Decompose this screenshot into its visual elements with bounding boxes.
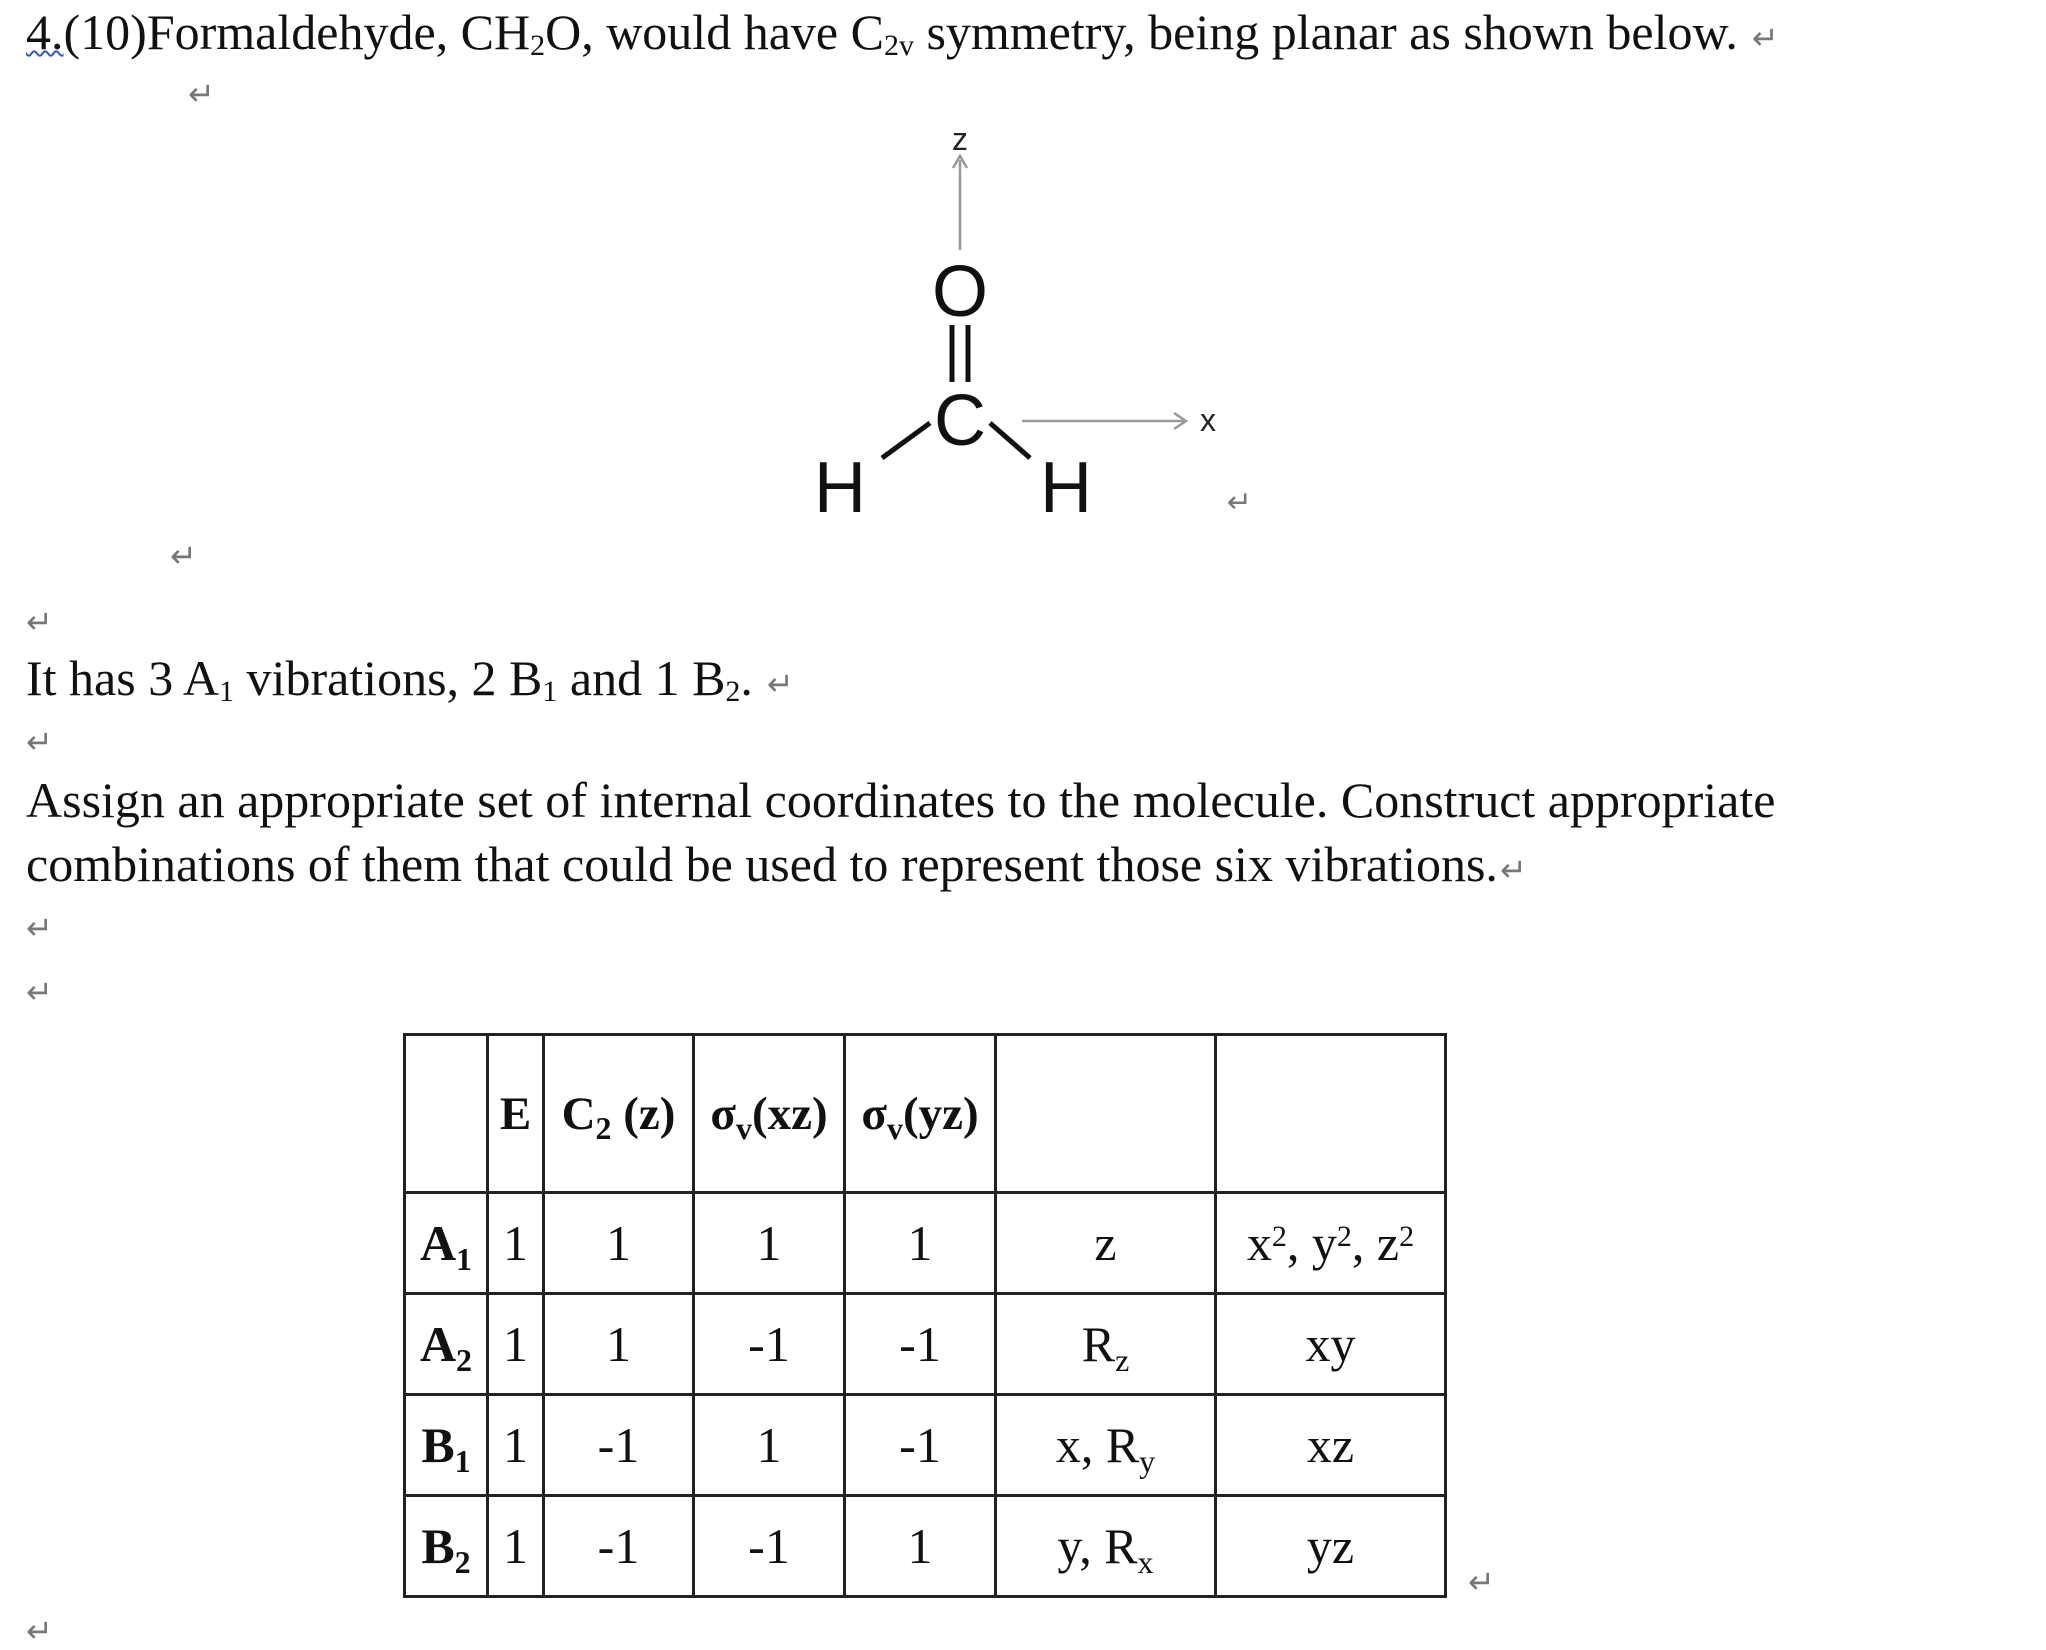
bond-c-h-left	[882, 423, 930, 458]
question-text-3: symmetry, being planar as shown below.	[913, 4, 1738, 60]
formula-subscript: 2	[530, 29, 546, 62]
character-c2	[544, 1395, 694, 1496]
header-sigma-yz-plane: (yz)	[902, 1087, 979, 1140]
character-e	[488, 1193, 544, 1294]
irrep-symbol: A	[419, 1215, 457, 1271]
character-e	[488, 1496, 544, 1597]
character-value: 1	[907, 1215, 933, 1271]
table-row	[405, 1395, 1446, 1496]
character-e	[488, 1294, 544, 1395]
question-points: (10)	[63, 4, 147, 60]
irrep-subscript: 2	[456, 1342, 473, 1378]
linear-function: x, R	[1055, 1417, 1140, 1473]
z-axis-label: z	[952, 121, 968, 157]
header-quadratic	[1216, 1035, 1446, 1193]
paragraph-mark: ↵	[26, 973, 53, 1011]
task-text-line-2: combinations of them that could be used to represent those six vibrations.	[26, 836, 1498, 892]
paragraph-mark: ↵	[170, 537, 197, 575]
irrep-symbol: B	[421, 1518, 455, 1574]
character-e	[488, 1395, 544, 1496]
irrep-subscript: 2	[454, 1544, 471, 1580]
character-value: 1	[503, 1518, 528, 1574]
character-c2	[544, 1294, 694, 1395]
paragraph-mark: ↵	[1499, 851, 1527, 889]
c2v-character-table	[403, 1033, 1447, 1598]
paragraph-mark: ↵	[766, 665, 794, 703]
irrep-subscript: 1	[454, 1443, 471, 1479]
linear-functions	[996, 1294, 1216, 1395]
vibrations-text-2: vibrations, 2 B	[234, 650, 543, 706]
point-group-subscript: 2v	[883, 29, 914, 62]
paragraph-mark: ↵	[26, 603, 53, 641]
character-value: 1	[503, 1215, 528, 1271]
linear-functions	[996, 1395, 1216, 1496]
vibrations-text: It has 3 A	[26, 650, 220, 706]
header-sigma-sub: v	[735, 1109, 752, 1146]
character-value: 1	[756, 1417, 782, 1473]
header-c2	[544, 1035, 694, 1193]
header-sigma-xz-plane: (xz)	[751, 1087, 828, 1140]
irrep-symbol: B	[421, 1417, 455, 1473]
header-sigma-yz	[845, 1035, 996, 1193]
table-row	[405, 1294, 1446, 1395]
header-sigma-symbol: σ	[861, 1087, 887, 1140]
irrep-label	[405, 1294, 488, 1395]
header-sigma-symbol: σ	[710, 1087, 736, 1140]
table-body	[405, 1193, 1446, 1597]
task-line-2	[26, 834, 1527, 900]
quadratic-functions	[1216, 1294, 1446, 1395]
irrep-subscript: 2	[725, 675, 741, 708]
linear-functions	[996, 1193, 1216, 1294]
character-c2	[544, 1193, 694, 1294]
character-sigma-xz	[694, 1193, 845, 1294]
header-identity: E	[488, 1035, 544, 1193]
quadratic-function: xz	[1306, 1417, 1355, 1473]
header-c2-axis: (z)	[611, 1087, 676, 1140]
character-value: 1	[503, 1417, 528, 1473]
linear-subscript: y	[1139, 1443, 1156, 1479]
character-value: -1	[748, 1316, 790, 1372]
linear-functions	[996, 1496, 1216, 1597]
irrep-label	[405, 1395, 488, 1496]
task-line-1	[26, 770, 1775, 830]
question-text: Formaldehyde, CH	[146, 4, 531, 60]
vibrations-text-3: and 1 B	[557, 650, 726, 706]
character-sigma-xz	[694, 1496, 845, 1597]
linear-function: y, R	[1057, 1518, 1138, 1574]
header-sigma-sub: v	[886, 1109, 903, 1146]
character-sigma-xz	[694, 1395, 845, 1496]
table-row	[405, 1193, 1446, 1294]
paragraph-mark: ↵	[1751, 19, 1779, 57]
character-value: -1	[899, 1316, 941, 1372]
carbon-atom: C	[934, 381, 986, 461]
irrep-symbol: A	[419, 1316, 457, 1372]
header-c2-symbol: C	[561, 1087, 596, 1140]
paragraph-mark: ↵	[26, 1612, 53, 1650]
irrep-subscript: 1	[219, 675, 235, 708]
header-sigma-xz	[694, 1035, 845, 1193]
quadratic-functions	[1216, 1496, 1446, 1597]
bond-c-h-right	[990, 423, 1030, 458]
character-sigma-yz	[845, 1294, 996, 1395]
x-axis-label: x	[1200, 402, 1216, 438]
hydrogen-atom-right: H	[1040, 448, 1092, 528]
irrep-label	[405, 1193, 488, 1294]
header-linear	[996, 1035, 1216, 1193]
character-value: -1	[597, 1417, 640, 1473]
linear-subscript: x	[1137, 1544, 1154, 1580]
character-value: 1	[756, 1215, 782, 1271]
quadratic-functions	[1216, 1193, 1446, 1294]
character-value: -1	[899, 1417, 941, 1473]
oxygen-atom: O	[931, 252, 989, 332]
character-value: 1	[503, 1316, 528, 1372]
paragraph-mark: ↵	[1468, 1563, 1495, 1601]
formaldehyde-structure-figure	[760, 120, 1260, 540]
question-line	[26, 2, 1779, 68]
table-header-row	[405, 1035, 1446, 1193]
paragraph-mark: ↵	[26, 723, 53, 761]
linear-subscript: z	[1115, 1342, 1130, 1378]
character-sigma-yz	[845, 1395, 996, 1496]
paragraph-mark: ↵	[26, 909, 53, 947]
table-row	[405, 1496, 1446, 1597]
vibrations-line	[26, 648, 794, 714]
quadratic-function: yz	[1306, 1518, 1355, 1574]
header-c2-sub: 2	[595, 1109, 612, 1146]
linear-function: z	[1094, 1215, 1117, 1271]
question-number: 4.	[26, 4, 64, 60]
quadratic-functions	[1216, 1395, 1446, 1496]
quadratic-function: $x^2$, $y^2$, $z^2$	[1246, 1215, 1415, 1271]
irrep-label	[405, 1496, 488, 1597]
character-sigma-xz	[694, 1294, 845, 1395]
character-sigma-yz	[845, 1496, 996, 1597]
linear-function: R	[1081, 1316, 1116, 1372]
paragraph-mark: ↵	[188, 75, 215, 113]
character-value: 1	[606, 1316, 631, 1372]
header-blank	[405, 1035, 488, 1193]
character-sigma-yz	[845, 1193, 996, 1294]
character-value: 1	[606, 1215, 631, 1271]
task-text-line-1: Assign an appropriate set of internal coordinates to the molecule. Construct appropriate	[26, 772, 1776, 828]
character-c2	[544, 1496, 694, 1597]
character-value: -1	[597, 1518, 640, 1574]
quadratic-function: xy	[1305, 1316, 1356, 1372]
paragraph-mark: ↵	[1226, 486, 1252, 519]
question-text-2: O, would have C	[545, 4, 884, 60]
irrep-subscript: 1	[542, 675, 558, 708]
vibrations-text-4: .	[740, 650, 753, 706]
irrep-subscript: 1	[456, 1241, 473, 1277]
character-value: 1	[907, 1518, 933, 1574]
hydrogen-atom-left: H	[814, 448, 866, 528]
character-value: -1	[748, 1518, 790, 1574]
